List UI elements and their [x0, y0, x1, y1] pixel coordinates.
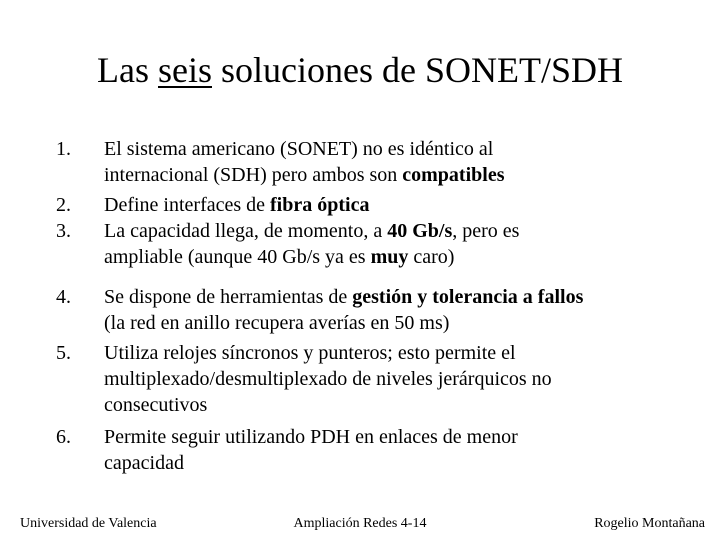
list-item-line: [104, 424, 704, 450]
bold-text: muy: [370, 246, 409, 268]
text-segment: ampliable (aunque 40 Gb/s ya es: [104, 246, 371, 268]
list-item-text: [104, 340, 704, 418]
text-segment: capacidad: [104, 452, 184, 474]
text-segment: internacional (SDH) pero ambos son: [104, 164, 403, 186]
text-segment: (la red en anillo recupera averías en 50 ms): [104, 312, 450, 334]
footer-institution: Universidad de Valencia: [20, 516, 157, 531]
list-item-line: [104, 136, 704, 162]
text-segment: Define interfaces de: [104, 194, 271, 216]
text-segment: La capacidad llega, de momento, a: [104, 220, 388, 242]
bold-text: fibra óptica: [270, 194, 370, 216]
title-suffix: soluciones de SONET/SDH: [212, 50, 623, 90]
list-number: 3.: [56, 220, 71, 242]
list-item-line: [104, 450, 704, 476]
text-segment: El sistema americano (SONET) no es idéntico al: [104, 138, 494, 160]
list-item-text: [104, 192, 704, 218]
list-item-line: [104, 244, 704, 270]
text-segment: caro): [408, 246, 455, 268]
list-item-line: [104, 162, 704, 188]
list-number: 2.: [56, 194, 71, 216]
list-item-line: [104, 310, 704, 336]
list-item-line: [104, 218, 704, 244]
list-item-text: [104, 218, 704, 270]
list-item-text: [104, 424, 704, 476]
list-number: 4.: [56, 286, 71, 308]
list-item-text: [104, 284, 704, 336]
bold-text: 40 Gb/s: [387, 220, 453, 242]
text-segment: Permite seguir utilizando PDH en enlaces de menor: [104, 426, 518, 448]
list-item-line: [104, 366, 704, 392]
text-segment: Utiliza relojes síncronos y punteros; esto permite el: [104, 342, 516, 364]
bold-text: gestión y tolerancia a fallos: [352, 286, 584, 308]
list-number: 5.: [56, 342, 71, 364]
text-segment: Se dispone de herramientas de: [104, 286, 353, 308]
text-segment: consecutivos: [104, 394, 208, 416]
title-underlined-word: seis: [158, 50, 212, 90]
list-item-text: [104, 136, 704, 188]
title-prefix: Las: [97, 50, 158, 90]
list-item-line: [104, 192, 704, 218]
slide-title: [0, 48, 720, 92]
footer-author: Rogelio Montañana: [594, 516, 705, 531]
list-number: 1.: [56, 138, 71, 160]
text-segment: multiplexado/desmultiplexado de niveles jerárquicos no: [104, 368, 552, 390]
footer-course: Ampliación Redes 4-14: [293, 516, 427, 531]
list-number: 6.: [56, 426, 71, 448]
list-item-line: [104, 392, 704, 418]
list-item-line: [104, 284, 704, 310]
list-item-line: [104, 340, 704, 366]
bold-text: compatibles: [402, 164, 505, 186]
text-segment: , pero es: [452, 220, 520, 242]
